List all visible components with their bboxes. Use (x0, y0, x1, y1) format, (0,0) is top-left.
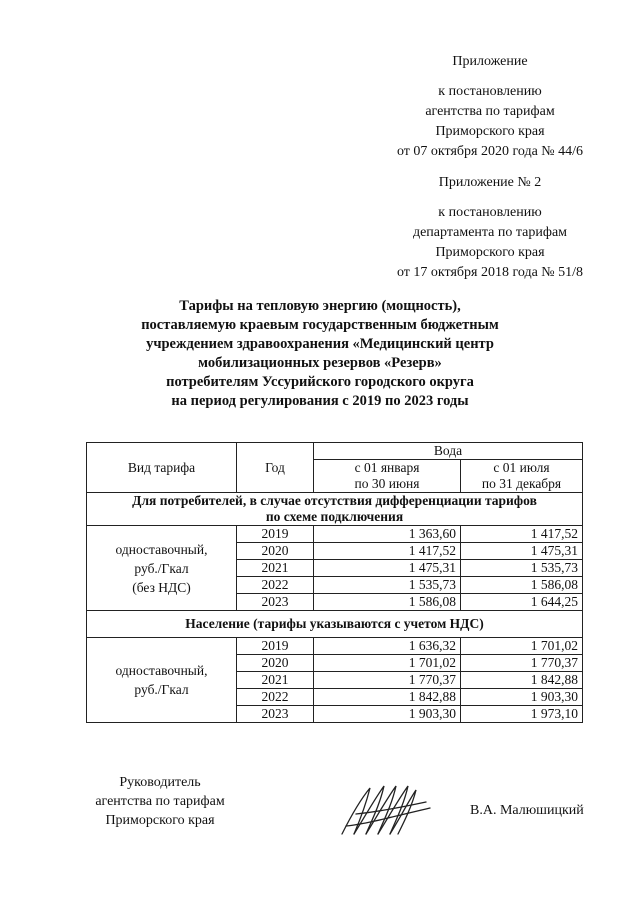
tariff-type-cell (87, 526, 237, 611)
tariff-h1-cell: 1 475,31 (314, 560, 461, 577)
appendix2-title: Приложение № 2 (438, 175, 542, 190)
section-heading-line: по схеме подключения (265, 509, 404, 524)
section-heading-row (87, 493, 583, 526)
tariff-table (86, 442, 583, 723)
tariff-h1-cell: 1 636,32 (314, 638, 461, 655)
col-header-water: Вода (314, 443, 583, 460)
signatory-position-line: Руководитель (119, 775, 201, 790)
appendix2-line: к постановлению (438, 205, 542, 220)
tariff-h1-cell: 1 903,30 (314, 706, 461, 723)
table-row (87, 638, 583, 655)
year-cell: 2022 (237, 577, 314, 594)
tariff-h2-cell: 1 644,25 (461, 594, 583, 611)
tariff-h2-cell: 1 535,73 (461, 560, 583, 577)
tariff-h1-cell: 1 770,37 (314, 672, 461, 689)
col-header-half1 (314, 460, 461, 493)
tariff-h1-cell: 1 363,60 (314, 526, 461, 543)
tariff-type-line: одноставочный, (115, 541, 208, 557)
tariff-type-cell (87, 638, 237, 723)
tariff-h1-cell: 1 701,02 (314, 655, 461, 672)
tariff-h2-cell: 1 701,02 (461, 638, 583, 655)
year-cell: 2023 (237, 594, 314, 611)
appendix2-line: департамента по тарифам (412, 225, 568, 240)
title-line: Тарифы на тепловую энергию (мощность), (179, 298, 461, 314)
title-line: поставляемую краевым государственным бюджетным (141, 317, 499, 333)
tariff-h2-cell: 1 475,31 (461, 543, 583, 560)
tariff-type-line: руб./Гкал (134, 682, 189, 697)
handwritten-signature (336, 778, 436, 842)
title-line: потребителям Уссурийского городского округа (166, 374, 474, 390)
col-header-half2 (461, 460, 583, 493)
tariff-type-line: одноставочный, (115, 663, 208, 678)
year-cell: 2020 (237, 655, 314, 672)
year-cell: 2021 (237, 560, 314, 577)
tariff-type-line: руб./Гкал (134, 560, 189, 576)
appendix2-header (380, 173, 600, 283)
year-cell: 2023 (237, 706, 314, 723)
section-heading-row (87, 611, 583, 638)
tariff-h1-cell: 1 417,52 (314, 543, 461, 560)
col-header-half1-line: с 01 января (354, 460, 420, 475)
title-line: учреждением здравоохранения «Медицинский центр (146, 336, 494, 352)
col-header-half1-line: по 30 июня (354, 476, 420, 491)
title-line: на период регулирования с 2019 по 2023 годы (171, 393, 469, 409)
year-cell: 2020 (237, 543, 314, 560)
tariff-h2-cell: 1 417,52 (461, 526, 583, 543)
appendix-line: Приморского края (435, 124, 545, 139)
col-header-half2-line: по 31 декабря (481, 476, 562, 491)
appendix2-line: Приморского края (435, 245, 545, 260)
tariff-h1-cell: 1 586,08 (314, 594, 461, 611)
tariff-h1-cell: 1 535,73 (314, 577, 461, 594)
appendix-title: Приложение (452, 54, 528, 69)
document-title (80, 297, 560, 411)
signatory-name: В.А. Малюшицкий (470, 803, 584, 818)
signatory-position (80, 773, 240, 830)
appendix-header (380, 52, 600, 162)
signatory-position-line: Приморского края (105, 813, 215, 828)
col-header-tariff-type: Вид тарифа (87, 443, 237, 493)
tariff-h2-cell: 1 973,10 (461, 706, 583, 723)
year-cell: 2019 (237, 526, 314, 543)
year-cell: 2021 (237, 672, 314, 689)
signatory-position-line: агентства по тарифам (95, 794, 225, 809)
tariff-h2-cell: 1 770,37 (461, 655, 583, 672)
table-row (87, 526, 583, 543)
tariff-h2-cell: 1 842,88 (461, 672, 583, 689)
year-cell: 2019 (237, 638, 314, 655)
section-heading-line: Для потребителей, в случае отсутствия дифференциации тарифов (132, 493, 537, 508)
section-heading (87, 493, 583, 526)
tariff-h2-cell: 1 586,08 (461, 577, 583, 594)
table-header-row (87, 443, 583, 460)
col-header-year: Год (237, 443, 314, 493)
tariff-h1-cell: 1 842,88 (314, 689, 461, 706)
section-heading: Население (тарифы указываются с учетом НДС) (87, 611, 583, 638)
appendix2-line: от 17 октября 2018 года № 51/8 (396, 265, 584, 280)
appendix-line: от 07 октября 2020 года № 44/6 (396, 144, 584, 159)
year-cell: 2022 (237, 689, 314, 706)
title-line: мобилизационных резервов «Резерв» (198, 355, 442, 371)
col-header-half2-line: с 01 июля (493, 460, 550, 475)
tariff-type-line: (без НДС) (132, 579, 191, 595)
appendix-line: агентства по тарифам (425, 104, 555, 119)
tariff-h2-cell: 1 903,30 (461, 689, 583, 706)
appendix-line: к постановлению (438, 84, 542, 99)
